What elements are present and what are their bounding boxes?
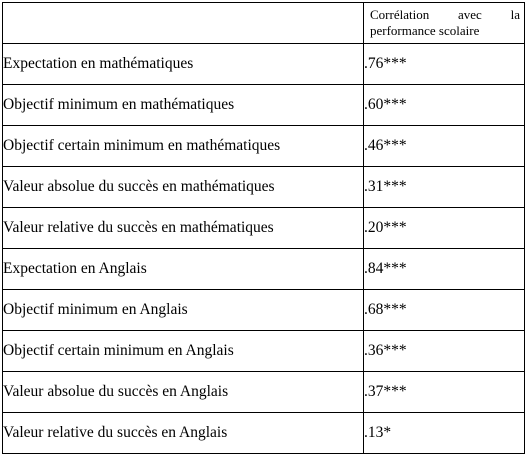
table-header-row: [3, 3, 525, 44]
correlation-value: .37***: [364, 372, 525, 413]
table-row: [3, 44, 525, 85]
table-row: [3, 331, 525, 372]
variable-label: Expectation en mathématiques: [3, 44, 364, 85]
correlation-value: .13*: [364, 413, 525, 454]
header-corner-cell: [3, 3, 364, 44]
variable-label: Valeur relative du succès en mathématiques: [3, 208, 364, 249]
correlation-value: .60***: [364, 85, 525, 126]
column-header-correlation: Corrélation avec la performance scolaire: [364, 3, 525, 44]
table-row: [3, 413, 525, 454]
correlation-value: .46***: [364, 126, 525, 167]
variable-label: Objectif minimum en mathématiques: [3, 85, 364, 126]
correlation-value: .31***: [364, 167, 525, 208]
table-row: [3, 208, 525, 249]
table-row: [3, 167, 525, 208]
variable-label: Expectation en Anglais: [3, 249, 364, 290]
variable-label: Valeur relative du succès en Anglais: [3, 413, 364, 454]
table-row: [3, 372, 525, 413]
table-row: [3, 85, 525, 126]
variable-label: Objectif certain minimum en mathématiques: [3, 126, 364, 167]
correlation-value: .84***: [364, 249, 525, 290]
correlation-value: .68***: [364, 290, 525, 331]
correlation-value: .20***: [364, 208, 525, 249]
table-row: [3, 290, 525, 331]
table-row: [3, 126, 525, 167]
variable-label: Objectif minimum en Anglais: [3, 290, 364, 331]
variable-label: Objectif certain minimum en Anglais: [3, 331, 364, 372]
correlation-table: [2, 2, 525, 454]
correlation-value: .76***: [364, 44, 525, 85]
table-row: [3, 249, 525, 290]
variable-label: Valeur absolue du succès en mathématiques: [3, 167, 364, 208]
variable-label: Valeur absolue du succès en Anglais: [3, 372, 364, 413]
correlation-value: .36***: [364, 331, 525, 372]
